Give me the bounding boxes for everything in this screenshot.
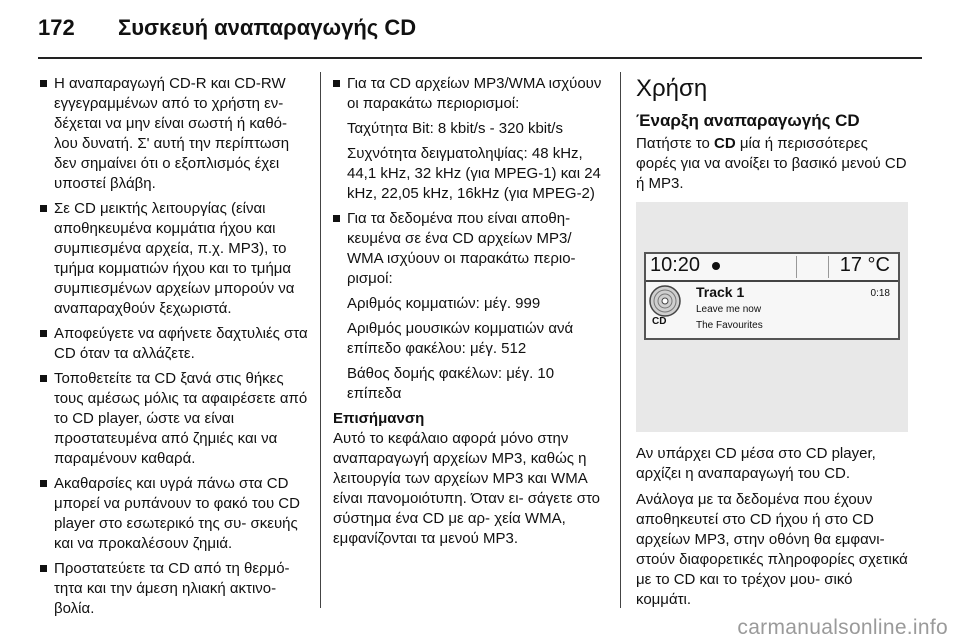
column-divider-2	[620, 72, 621, 608]
display-temperature: 17 °C	[839, 254, 890, 276]
list-item: Τοποθετείτε τα CD ξανά στις θήκες τους αμέσως μόλις τα αφαιρέσετε από το CD player, ώστε να είναι προστατευμένα από ζημιές και να παραμένουν καθαρά.	[40, 369, 308, 469]
paragraph-playback: Αν υπάρχει CD μέσα στο CD player, αρχίζει η αναπαραγωγή του CD.	[636, 445, 876, 482]
cd-source-label: CD	[652, 316, 667, 327]
note-text: Αυτό το κεφάλαιο αφορά μόνο στην αναπαραγωγή αρχείων MP3, καθώς η λειτουργία των αρχείων MP3 και WMA είναι πανομοιότυπη. Όταν ει- σάγετε στο σύστημα ένα CD με αρ- χεία WMA, εμφανίζονται τα μενού MP3.	[333, 430, 601, 547]
column-left	[40, 74, 308, 624]
list-item: Προστατεύετε τα CD από τη θερμό- τητα και την άμεση ηλιακή ακτινο- βολία.	[40, 559, 308, 619]
song-title: Leave me now	[696, 304, 762, 315]
page-header	[0, 0, 960, 60]
bullet-square-icon	[40, 80, 47, 87]
sub-paragraphs	[347, 119, 605, 204]
bullet-square-icon	[333, 215, 340, 222]
bitrate-text: Ταχύτητα Bit: 8 kbit/s - 320 kbit/s	[347, 120, 563, 137]
header-divider	[38, 57, 922, 59]
list-item: Αποφεύγετε να αφήνετε δαχτυλιές στα CD όταν τα αλλάζετε.	[40, 324, 308, 364]
cd-disc-icon	[648, 284, 682, 334]
bullet-square-icon	[40, 205, 47, 212]
list-item: Για τα δεδομένα που είναι αποθη- κευμένα σε ένα CD αρχείων MP3/ WMA ισχύουν οι παρακάτω περιο- ρισμοί: Αριθμός κομματιών: μέγ. 999 Αριθμός μουσικών κομματιών ανά επίπεδο φακέλου: μέγ. 512 Βάθος δομής φακέλων: μέγ. 10 επίπεδα	[333, 209, 605, 404]
section-title: Χρήση	[636, 75, 708, 102]
list-item: Η αναπαραγωγή CD-R και CD-RW εγγεγραμμένων από το χρήστη εν- δέχεται να μην είναι σωστή ή καθό- λου δυνατή. Σ' αυτή την περίπτωση δεν σημαίνει ότι ο εξοπλισμός έχει υποστεί βλάβη.	[40, 74, 308, 194]
intro-text: Πατήστε το CD μία ή περισσότερες φορές για να ανοίξει το βασικό μενού CD ή MP3.	[636, 135, 907, 192]
bullet-list-cd-care	[40, 74, 308, 619]
page-number: 172	[38, 15, 75, 40]
bullet-square-icon	[333, 80, 340, 87]
list-item: Για τα CD αρχείων MP3/WMA ισχύουν οι παρακάτω περιορισμοί: Ταχύτητα Bit: 8 kbit/s - 320 kbit/s Συχνότητα δειγματοληψίας: 48 kHz, 44,1 kHz, 32 kHz (για MPEG-1) και 24 kHz, 22,05 kHz, 16kHz (για MPEG-2)	[333, 74, 605, 204]
bullet-square-icon	[40, 330, 47, 337]
display-separator	[828, 256, 829, 278]
sub-paragraphs	[347, 294, 605, 404]
bullet-square-icon	[40, 565, 47, 572]
record-dot-icon	[712, 262, 720, 270]
footer	[0, 616, 960, 640]
cd-key-label: CD	[714, 135, 736, 152]
column-divider-1	[320, 72, 321, 608]
subsection-title: Έναρξη αναπαραγωγής CD	[636, 111, 860, 130]
track-count-text: Αριθμός κομματιών: μέγ. 999	[347, 295, 541, 312]
watermark-text: carmanualsonline.info	[737, 616, 948, 639]
display-clock: 10:20	[650, 254, 701, 276]
bullet-list-mp3-limits	[333, 74, 605, 404]
display-illustration	[636, 202, 908, 432]
bullet-square-icon	[40, 480, 47, 487]
elapsed-time: 0:18	[870, 288, 890, 299]
bullet-square-icon	[40, 375, 47, 382]
paragraph-info: Ανάλογα με τα δεδομένα που έχουν αποθηκευτεί στο CD ήχου ή στο CD αρχείων MP3, στην οθόνη θα εμφανι- στούν διαφορετικές πληροφορίες σχετικά με το CD και το τρέχον μου- σικό κομμάτι.	[636, 491, 908, 608]
album-title: The Favourites	[696, 320, 763, 331]
column-right	[636, 74, 908, 616]
list-item: Σε CD μεικτής λειτουργίας (είναι αποθηκευμένα κομμάτια ήχου και συμπιεσμένα αρχεία, π.χ. MP3), το τμήμα κομματιών ήχου και το τμήμα συμπιεσμένων αρχείων μπορούν να αναπαραχθούν ξεχωριστά.	[40, 199, 308, 319]
sample-rate-text: Συχνότητα δειγματοληψίας: 48 kHz, 44,1 kHz, 32 kHz (για MPEG-1) και 24 kHz, 22,05 kHz, 16kHz (για MPEG-2)	[347, 145, 601, 202]
page-title: Συσκευή αναπαραγωγής CD	[118, 15, 417, 40]
radio-display	[644, 252, 900, 340]
folder-depth-text: Βάθος δομής φακέλων: μέγ. 10 επίπεδα	[347, 365, 555, 402]
note-title: Επισήμανση	[333, 410, 425, 427]
list-item: Ακαθαρσίες και υγρά πάνω στα CD μπορεί να ρυπάνουν το φακό του CD player στο εσωτερικό της συ- σκευής και να προκαλέσουν ζημιά.	[40, 474, 308, 554]
column-middle	[333, 74, 605, 549]
display-status-bar	[646, 254, 898, 282]
display-separator	[796, 256, 797, 278]
track-name: Track 1	[696, 284, 745, 300]
tracks-per-folder-text: Αριθμός μουσικών κομματιών ανά επίπεδο φακέλου: μέγ. 512	[347, 320, 574, 357]
